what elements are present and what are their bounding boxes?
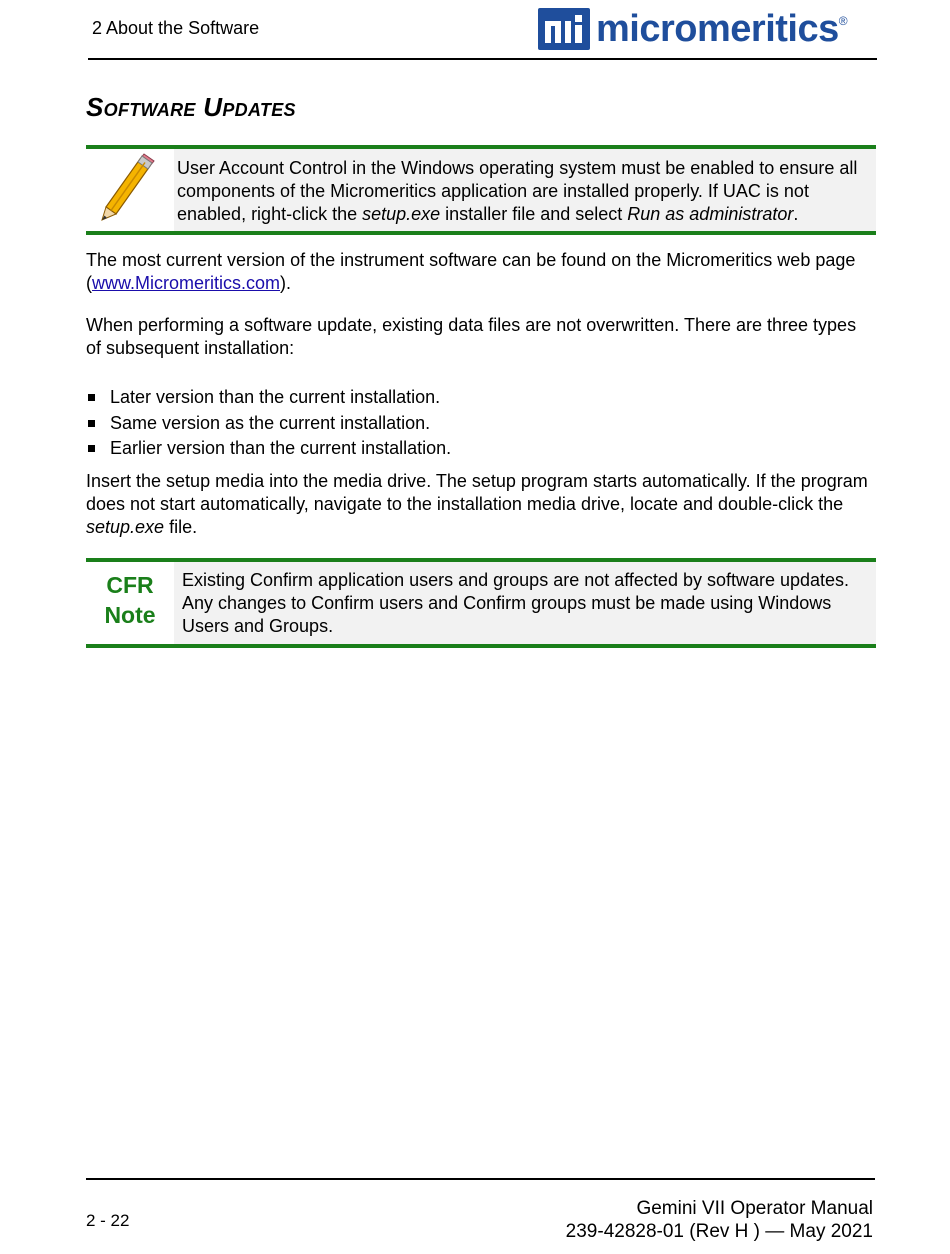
cfr-note-callout bbox=[86, 558, 876, 648]
micromeritics-logo bbox=[538, 6, 848, 52]
cfr-note-text: Existing Confirm application users and groups are not affected by software updates. Any changes to Confirm users and Confirm groups must be made using Windows Users and Groups. bbox=[174, 562, 876, 644]
paragraph-setup-media: Insert the setup media into the media drive. The setup program starts automatically. If the program does not start automatically, navigate to the installation media drive, locate and double-click the setup.exe file. bbox=[86, 471, 868, 537]
mi-logo-icon bbox=[538, 8, 590, 50]
micromeritics-website-link[interactable]: www.Micromeritics.com bbox=[92, 273, 281, 293]
paragraph-update-types: When performing a software update, existing data files are not overwritten. There are three types of subsequent installation: bbox=[86, 315, 857, 358]
paragraph-web-page: The most current version of the instrument software can be found on the Micromeritics web page (www.Micromeritics.com). bbox=[86, 250, 856, 293]
list-item: Later version than the current installation. bbox=[86, 385, 846, 411]
footer-document-info bbox=[566, 1197, 873, 1243]
note-text: User Account Control in the Windows operating system must be enabled to ensure all components of the Micromeritics application are installed properly. If UAC is not enabled, right-click the setup.exe installer file and select Run as administrator. bbox=[174, 149, 876, 231]
installation-types-list bbox=[86, 385, 846, 462]
header-chapter-title: 2 About the Software bbox=[92, 18, 260, 38]
manual-title: Gemini VII Operator Manual bbox=[636, 1198, 873, 1219]
cfr-note-label: CFR Note bbox=[104, 572, 156, 628]
note-icon-cell bbox=[86, 149, 174, 231]
bullet-square-icon bbox=[88, 420, 95, 427]
page-number: 2 - 22 bbox=[86, 1211, 130, 1230]
document-number: 239-42828-01 (Rev H ) — May 2021 bbox=[565, 1221, 873, 1242]
registered-mark: ® bbox=[838, 14, 848, 28]
header-divider bbox=[88, 58, 877, 60]
section-title: Software Updates bbox=[86, 92, 296, 122]
bullet-square-icon bbox=[88, 394, 95, 401]
footer-divider bbox=[86, 1178, 875, 1180]
note-callout bbox=[86, 145, 876, 235]
pencil-icon bbox=[92, 153, 162, 225]
bullet-square-icon bbox=[88, 445, 95, 452]
list-item: Earlier version than the current installation. bbox=[86, 436, 846, 462]
cfr-note-label-cell bbox=[86, 562, 174, 644]
logo-wordmark: micromeritics bbox=[596, 8, 839, 50]
list-item: Same version as the current installation. bbox=[86, 411, 846, 437]
